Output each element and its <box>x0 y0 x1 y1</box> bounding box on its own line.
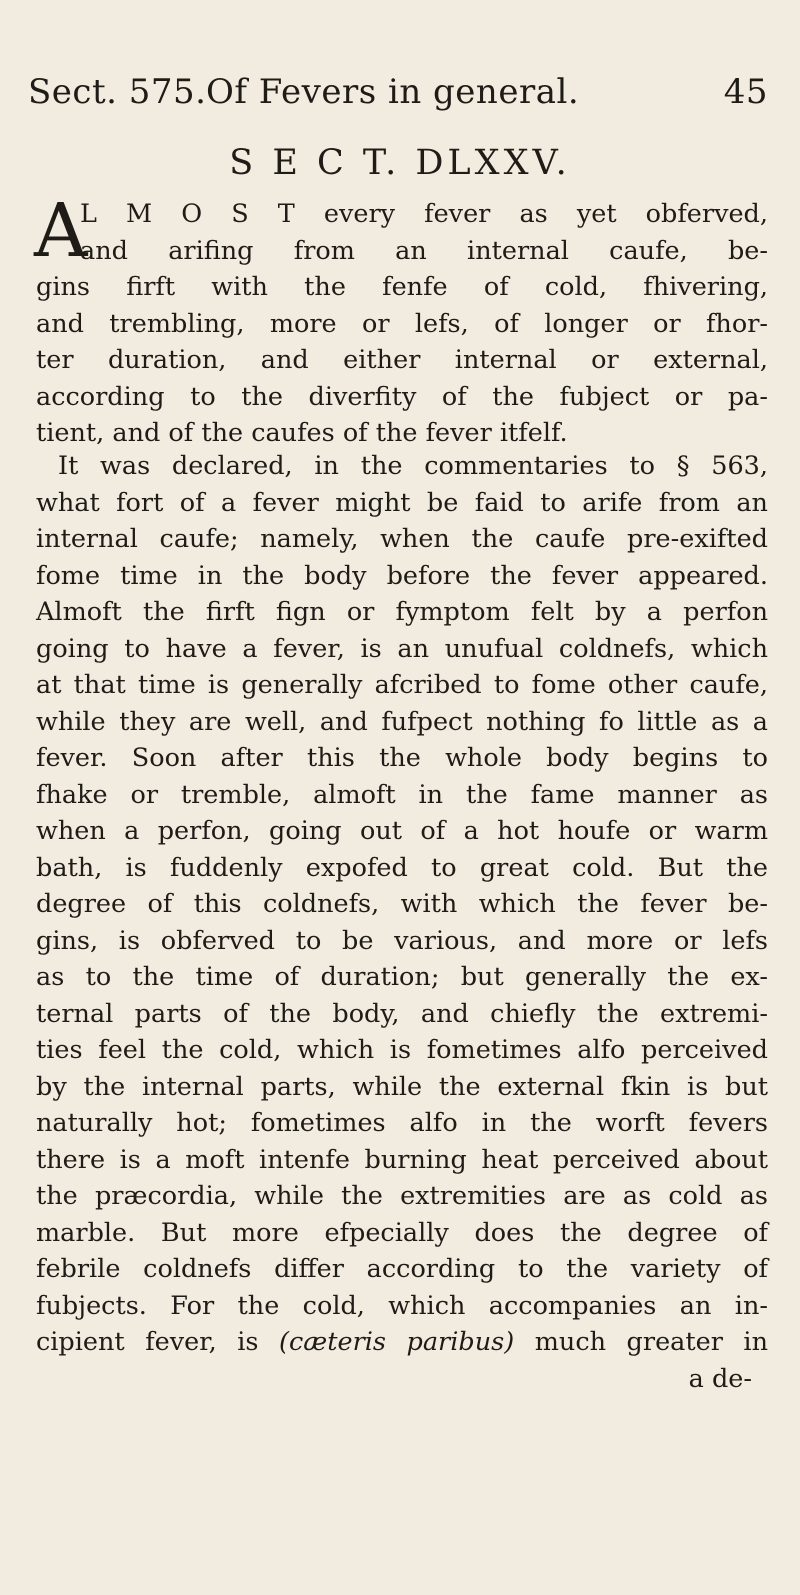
paragraph-2-line: at that time is generally afcribed to fome other caufe, <box>36 670 768 700</box>
paragraph-2-line: by the internal parts, while the external fkin is but <box>36 1071 768 1102</box>
page-number: 45 <box>723 72 768 112</box>
paragraph-2-line: fome time in the body before the fever appeared. <box>36 560 768 591</box>
paragraph-2 <box>36 448 768 1397</box>
paragraph-1-line-5: ter duration, and either internal or external, <box>36 345 768 375</box>
paragraph-2-last-line: cipient fever, is (cæteris paribus) much greater in <box>36 1327 768 1357</box>
paragraph-2-line: febrile coldnefs differ according to the variety of <box>36 1254 768 1284</box>
section-heading: S E C T. DLXXV. <box>229 143 571 183</box>
paragraph-2-line: marble. But more efpecially does the degree of <box>36 1217 768 1248</box>
paragraph-2-line: ties feel the cold, which is fometimes alfo perceived <box>36 1035 768 1065</box>
paragraph-2-line: internal caufe; namely, when the caufe pre-exifted <box>36 524 768 554</box>
paragraph-2-line: degree of this coldnefs, with which the fever be- <box>36 889 768 919</box>
paragraph-1-line-2: and arifing from an internal caufe, be- <box>80 235 768 266</box>
paragraph-2-line: naturally hot; fometimes alfo in the worft fevers <box>36 1108 768 1138</box>
paragraph-2-line: gins, is obferved to be various, and more or lefs <box>36 925 768 956</box>
paragraph-2-line: It was declared, in the commentaries to § 563, <box>58 451 768 481</box>
running-title: Of Fevers in general. <box>206 72 580 112</box>
paragraph-2-line: fhake or tremble, almoft in the fame manner as <box>36 779 768 810</box>
paragraph-2-line: while they are well, and fufpect nothing fo little as a <box>36 706 768 737</box>
paragraph-1 <box>34 188 768 452</box>
paragraph-2-line: as to the time of duration; but generally the ex- <box>36 962 768 992</box>
paragraph-2-line: bath, is fuddenly expofed to great cold. But the <box>36 852 768 883</box>
latin-phrase: (cæteris paribus) <box>279 1327 515 1357</box>
paragraph-2-line: fever. Soon after this the whole body begins to <box>36 743 768 773</box>
paragraph-1-line-7: tient, and of the caufes of the fever itfelf. <box>36 418 568 448</box>
paragraph-2-line: when a perfon, going out of a hot houfe or warm <box>36 816 768 846</box>
paragraph-2-line: going to have a fever, is an unufual coldnefs, which <box>36 633 768 664</box>
paragraph-1-line-6: according to the diverfity of the fubject or pa- <box>36 381 768 412</box>
section-reference: Sect. 575. <box>28 72 207 112</box>
paragraph-1-line-3: gins firft with the fenfe of cold, fhivering, <box>36 272 768 302</box>
paragraph-2-line: there is a moft intenfe burning heat perceived about <box>36 1144 768 1175</box>
paragraph-2-line: the præcordia, while the extremities are as cold as <box>36 1181 768 1211</box>
paragraph-2-line: ternal parts of the body, and chiefly the extremi- <box>36 998 768 1029</box>
paragraph-1-line-4: and trembling, more or lefs, of longer or fhor- <box>36 308 768 339</box>
drop-cap: A <box>34 188 88 274</box>
paragraph-2-line: fubjects. For the cold, which accompanies an in- <box>36 1290 768 1321</box>
catchword: a de- <box>688 1363 752 1394</box>
paragraph-2-line: Almoft the firft fign or fymptom felt by a perfon <box>36 597 768 627</box>
paragraph-2-line: what fort of a fever might be faid to arife from an <box>36 487 768 518</box>
paragraph-1-line-1: A L M O S T every fever as yet obferved, <box>34 188 768 274</box>
